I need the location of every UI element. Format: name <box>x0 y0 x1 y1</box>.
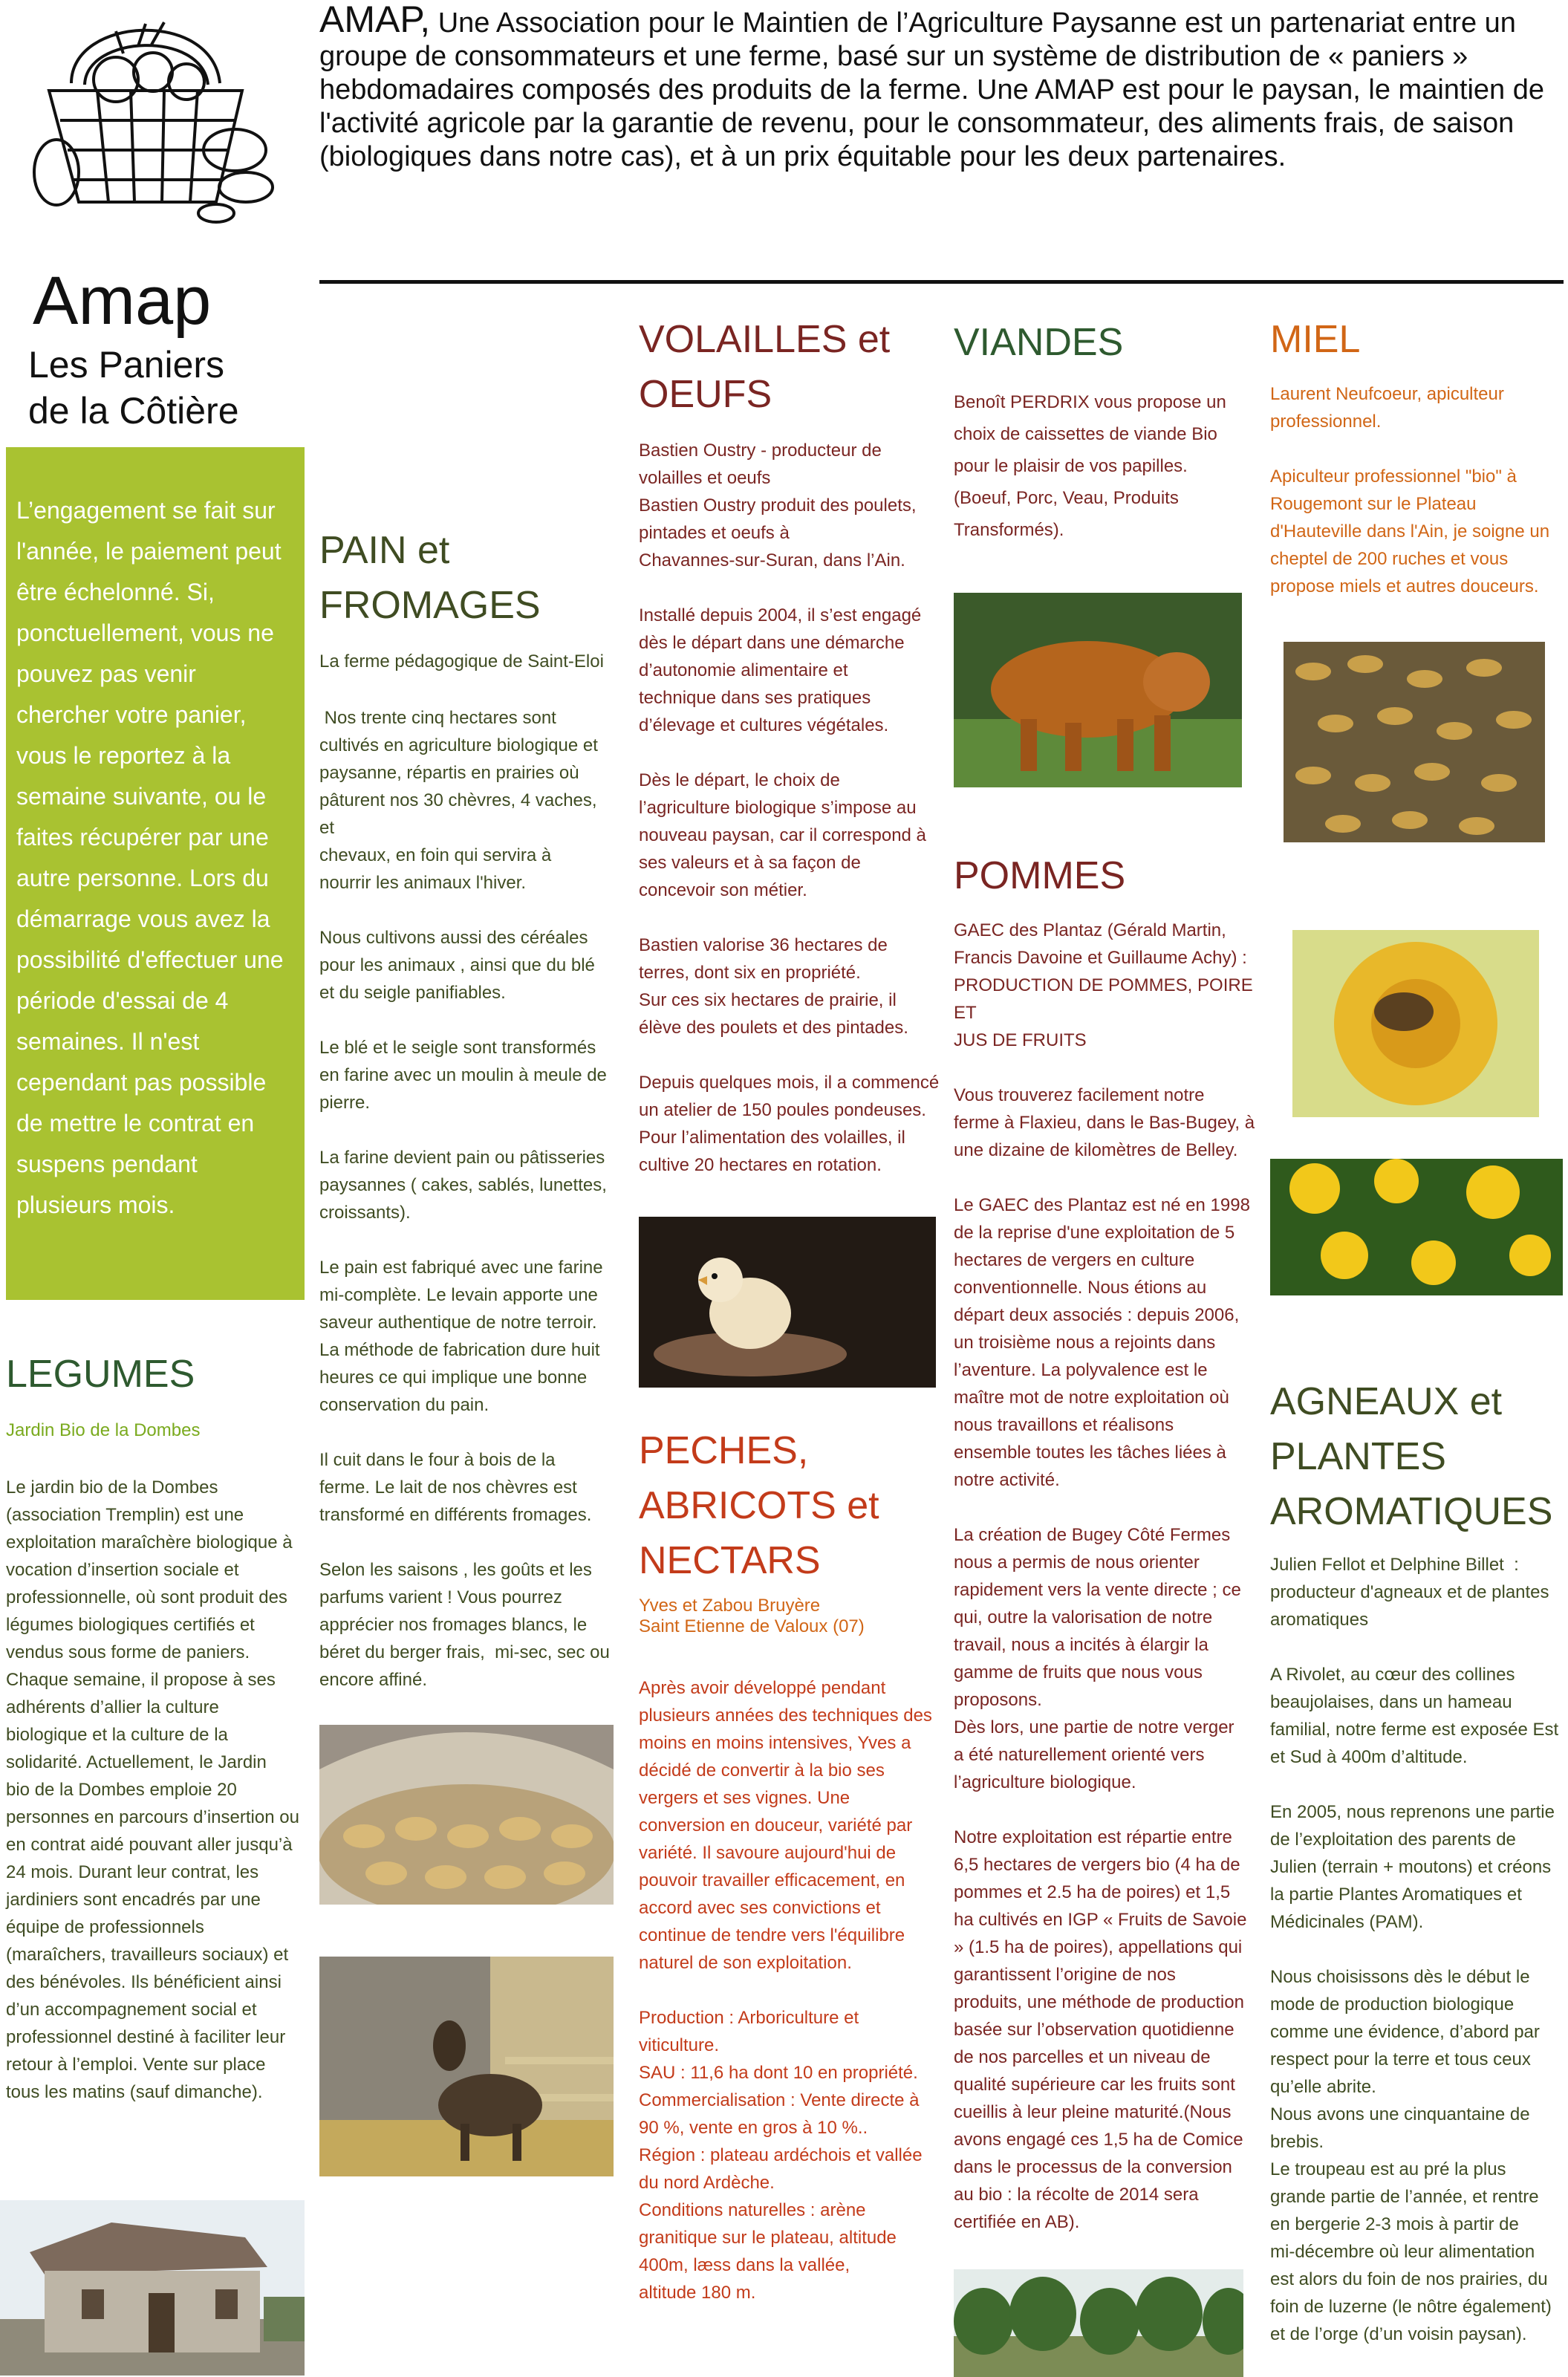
pommes-heading: POMMES <box>954 854 1126 897</box>
legumes-body: Le jardin bio de la Dombes (association Tremplin) est une exploitation maraîchère biologique à vocation d’insertion sociale et professionnelle, où sont produit des légumes biologiques certifiés et vendus sous forme de paniers. Chaque semaine, il propose à ses adhérents d’allier la culture biologique et la culture de la solidarité. Actuellement, le Jardin bio de la Dombes emploie 20 personnes en parcours d’insertion ou en contrat aidé pouvant aller jusqu’à 24 mois. Durant leur contrat, les jardiniers sont encadrés par une équipe de professionnels (maraîchers, travailleurs sociaux) et des bénévoles. Ils bénéficient ainsi d’un accompagnement social et professionnel destiné à faciliter leur retour à l’emploi. Vente sur place tous les matins (sauf dimanche). <box>6 1477 299 2102</box>
pain-heading-line1: PAIN et <box>319 529 450 572</box>
viandes-heading: VIANDES <box>954 321 1124 364</box>
volailles-body: Bastien Oustry - producteur de volailles et oeufs Bastien Oustry produit des poulets, pintades et oeufs à Chavannes-sur-Suran, dans l’Ain. Installé depuis 2004, il s’est engagé dès le départ dans une démarche d’autonomie alimentaire et technique dans ses pratiques d’élevage et cultures végétales. Dès le départ, le choix de l’agriculture biologique s’impose au nouveau paysan, car il correspond à ses valeurs et à sa façon de concevoir son métier. Bastien valorise 36 hectares de terres, dont six en propriété. Sur ces six hectares de prairie, il élève des poulets et des pintades. Depuis quelques mois, il a commencé un atelier de 150 poules pondeuses. Pour l’alimentation des volailles, il cultive 20 hectares en rotation. <box>639 440 940 1175</box>
farmhouse-photo <box>0 2200 305 2376</box>
engagement-text: L’engagement se fait sur l'année, le paiement peut être échelonné. Si, ponctuellement, vous ne pouvez pas venir chercher votre panier, vous le reportez à la semaine suivante, ou le faites récupérer par une autre personne. Lors du démarrage vous avez la possibilité d'effectuer une période d'essai de 4 semaines. Il n'est cependant pas possible de mettre le contrat en suspens pendant plusieurs mois. <box>16 497 284 1218</box>
pain-subtitle: La ferme pédagogique de Saint-Eloi <box>319 651 604 672</box>
volailles-heading-line2: OEUFS <box>639 373 772 416</box>
miel-body: Laurent Neufcoeur, apiculteur professionnel. Apiculteur professionnel "bio" à Rougemont sur le Plateau d'Hauteville dans l'Ain, je soigne un cheptel de 200 ruches et vous propose miels et autres douceurs. <box>1270 384 1550 596</box>
peches-body: Après avoir développé pendant plusieurs années des techniques des moins en moins intensives, Yves a décidé de convertir à la bio ses vergers et ses vignes. Une conversion en douceur, variété par variété. Il savoure aujourd'hui de pouvoir travailler efficacement, en accord avec ses convictions et continue de tendre vers l'équilibre naturel de son exploitation. Production : Arboriculture et viticulture. SAU : 11,6 ha dont 10 en propriété. Commercialisation : Vente directe à 90 %, vente en gros à 10 %.. Région : plateau ardéchois et vallée du nord Ardèche. Conditions naturelles : arène granitique sur le plateau, altitude 400m, læss dans la vallée, altitude 180 m. <box>639 1678 932 2303</box>
viandes-body: Benoît PERDRIX vous propose un choix de caissettes de viande Bio pour le plaisir de vos papilles. (Boeuf, Porc, Veau, Produits Transformés). <box>954 392 1226 540</box>
bull-photo <box>954 593 1242 787</box>
basket-logo <box>27 1 279 224</box>
peches-heading-line3: NECTARS <box>639 1539 821 1582</box>
miel-heading: MIEL <box>1270 318 1361 361</box>
bees-photo <box>1284 642 1545 842</box>
pain-heading-line2: FROMAGES <box>319 584 541 627</box>
goat-photo <box>319 1957 614 2176</box>
intro-divider <box>319 280 1564 284</box>
brand-subtitle-line2: de la Côtière <box>28 390 239 432</box>
legumes-heading: LEGUMES <box>6 1353 195 1396</box>
peches-subtitle: Yves et Zabou Bruyère Saint Etienne de Valoux (07) <box>639 1596 865 1636</box>
brand-subtitle-line1: Les Paniers <box>28 344 225 386</box>
agneaux-heading-line1: AGNEAUX et <box>1270 1380 1503 1423</box>
agneaux-body: Julien Fellot et Delphine Billet : producteur d'agneaux et de plantes aromatiques A Rivolet, au cœur des collines beaujolaises, dans un hameau familial, notre ferme est exposée Est et Sud à 400m d’altitude. En 2005, nous reprenons une partie de l’exploitation des parents de Julien (terrain + moutons) et créons la partie Plantes Aromatiques et Médicinales (PAM). Nous choisissons dès le début le mode de production biologique comme une évidence, d’abord par respect pour la terre et tous ceux qu’elle abrite. Nous avons une cinquantaine de brebis. Le troupeau est au pré la plus grande partie de l’année, et rentre en bergerie 2-3 mois à partir de mi-décembre où leur alimentation est alors du foin de nos prairies, du foin de luzerne (le nôtre également) et de l’orge (d’un voisin paysan). <box>1270 1555 1559 2344</box>
intro-text: Une Association pour le Maintien de l’Agriculture Paysanne est un partenariat entre un groupe de consommateurs et une ferme, basé sur un système de distribution de « paniers » hebdomadaires composés des produits de la ferme. Une AMAP est pour le paysan, le maintien de l'activité agricole par la garantie de revenu, pour le consommateur, des aliments frais, de saison (biologiques dans notre cas), et à un prix équitable pour les deux partenaires. <box>319 7 1545 172</box>
peches-heading-line1: PECHES, <box>639 1429 809 1472</box>
pain-body: Nos trente cinq hectares sont cultivés en agriculture biologique et paysanne, répartis en prairies où pâturent nos 30 chèvres, 4 vaches, et chevaux, en foin qui servira à nourrir les animaux l'hiver. Nous cultivons aussi des céréales pour les animaux , ainsi que du blé et du seigle panifiables. Le blé et le seigle sont transformés en farine avec un moulin à meule de pierre. La farine devient pain ou pâtisseries paysannes ( cakes, sablés, lunettes, croissants). Le pain est fabriqué avec une farine mi-complète. Le levain apporte une saveur authentique de notre terroir. La méthode de fabrication dure huit heures ce qui implique une bonne conservation du pain. Il cuit dans le four à bois de la ferme. Le lait de nos chèvres est transformé en différents fromages. Selon les saisons , les goûts et les parfums varient ! Vous pourrez apprécier nos fromages blancs, le béret du berger frais, mi-sec, sec ou encore affiné. <box>319 708 610 1690</box>
dandelion-photo <box>1270 1159 1563 1295</box>
intro-paragraph <box>319 0 1567 174</box>
brand-title: Amap <box>33 263 212 339</box>
peches-heading-line2: ABRICOTS et <box>639 1484 879 1527</box>
bread-oven-photo <box>319 1725 614 1905</box>
volailles-heading-line1: VOLAILLES et <box>639 318 891 361</box>
agneaux-heading-line3: AROMATIQUES <box>1270 1490 1553 1533</box>
orchard-photo <box>954 2269 1243 2377</box>
engagement-panel <box>6 447 305 1300</box>
agneaux-heading-line2: PLANTES <box>1270 1435 1446 1478</box>
legumes-subtitle: Jardin Bio de la Dombes <box>6 1420 201 1440</box>
pommes-body: GAEC des Plantaz (Gérald Martin, Francis Davoine et Guillaume Achy) : PRODUCTION DE POMMES, POIRE ET JUS DE FRUITS Vous trouverez facilement notre ferme à Flaxieu, dans le Bas-Bugey, à une dizaine de kilomètres de Belley. Le GAEC des Plantaz est né en 1998 de la reprise d'une exploitation de 5 hectares de vergers en culture conventionnelle. Nous étions au départ deux associés : depuis 2006, un troisième nous a rejoints dans l’aventure. La polyvalence est le maître mot de notre exploitation où nous travaillons et réalisons ensemble toutes les tâches liées à notre activité. La création de Bugey Côté Fermes nous a permis de nous orienter rapidement vers la vente directe ; ce qui, outre la valorisation de notre travail, nous a incités à élargir la gamme de fruits que nous vous proposons. Dès lors, une partie de notre verger a été naturellement orienté vers l’agriculture biologique. Notre exploitation est répartie entre 6,5 hectares de vergers bio (4 ha de pommes et 2.5 ha de poires) et 1,5 ha cultivés en IGP « Fruits de Savoie » (1.5 ha de poires), appellations qui garantissent l’origine de nos produits, une méthode de production basée sur l’observation quotidienne de nos parcelles et un niveau de qualité supérieure car les fruits sont cueillis à leur pleine maturité.(Nous avons engagé ces 1,5 ha de Comice dans le processus de la conversion au bio : la récolte de 2014 sera certifiée en AB). <box>954 920 1255 2232</box>
bee-flower-photo <box>1292 930 1539 1117</box>
intro-lead: AMAP, <box>319 0 431 40</box>
chick-photo <box>639 1217 936 1388</box>
